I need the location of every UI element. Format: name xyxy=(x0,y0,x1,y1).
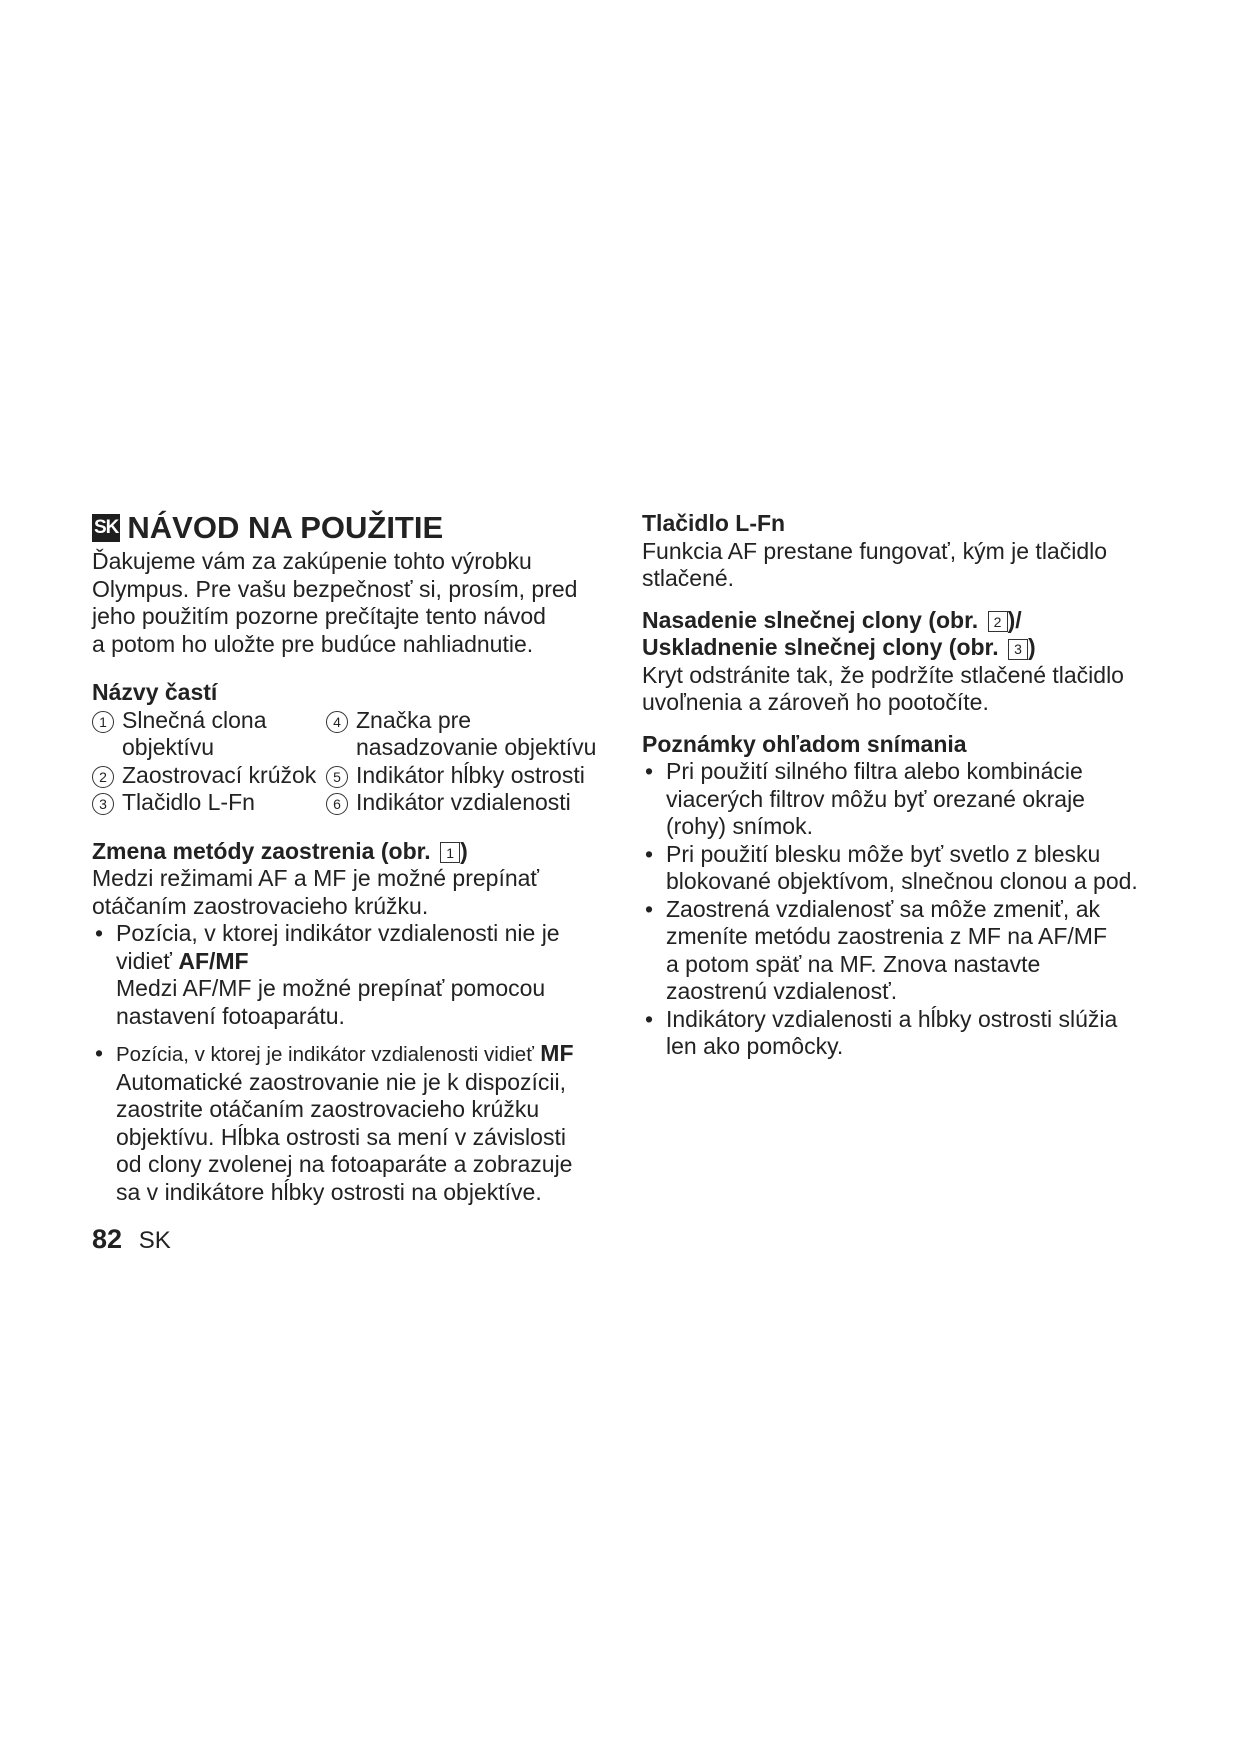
part-item xyxy=(92,707,320,762)
figure-1-icon: 1 xyxy=(440,842,460,863)
part-name: Tlačidlo L-Fn xyxy=(122,789,255,815)
part-name-cont: nasadzovanie objektívu xyxy=(356,734,597,760)
page-number: 82 xyxy=(92,1224,123,1254)
intro-line: a potom ho uložte pre budúce nahliadnutie. xyxy=(92,630,534,657)
list-item: • Indikátory vzdialenosti a hĺbky ostrosti slúžia len ako pomôcky. xyxy=(642,1006,1162,1061)
part-name: Slnečná clona xyxy=(122,706,267,733)
part-name: Zaostrovací krúžok xyxy=(122,761,317,788)
number-5-icon: 5 xyxy=(326,762,356,790)
number-2-icon: 2 xyxy=(92,762,122,790)
list-item: • Pozícia, v ktorej indikátor vzdialenosti nie je vidieť AF/MF Medzi AF/MF je možné prepínať pomocou nastavení fotoaparátu. xyxy=(92,920,632,1030)
part-item xyxy=(92,762,320,790)
number-4-icon: 4 xyxy=(326,707,356,762)
parts-heading: Názvy častí xyxy=(92,679,218,705)
intro-line: Olympus. Pre vašu bezpečnosť si, prosím, pred xyxy=(92,575,578,602)
intro-paragraph xyxy=(92,548,632,658)
part-name: Značka pre xyxy=(356,706,472,733)
list-item: • Pri použití blesku môže byť svetlo z blesku blokované objektívom, slnečnou clonou a pod. xyxy=(642,841,1162,896)
notes-list xyxy=(642,758,1162,1061)
part-item xyxy=(92,789,320,817)
parts-list xyxy=(92,707,632,817)
number-3-icon: 3 xyxy=(92,789,122,817)
page-language: SK xyxy=(138,1227,171,1254)
title-text: NÁVOD NA POUŽITIE xyxy=(127,510,444,545)
hood-paragraph: Kryt odstránite tak, že podržíte stlačené tlačidlo uvoľnenia a zároveň ho pootočíte. xyxy=(642,661,1124,715)
part-item xyxy=(326,789,632,817)
right-column xyxy=(642,510,1162,1061)
lfn-paragraph: Funkcia AF prestane fungovať, kým je tlačidlo stlačené. xyxy=(642,537,1108,591)
number-1-icon: 1 xyxy=(92,707,122,762)
number-6-icon: 6 xyxy=(326,789,356,817)
list-item: • Pri použití silného filtra alebo kombinácie viacerých filtrov môžu byť orezané okraje (rohy) snímok. xyxy=(642,758,1162,841)
figure-2-icon: 2 xyxy=(988,611,1008,632)
focus-paragraph: Medzi režimami AF a MF je možné prepínať otáčaním zaostrovacieho krúžku. xyxy=(92,865,540,919)
notes-heading: Poznámky ohľadom snímania xyxy=(642,730,967,757)
lfn-heading: Tlačidlo L-Fn xyxy=(642,510,786,536)
part-name: Indikátor vzdialenosti xyxy=(356,789,571,815)
focus-bullets xyxy=(92,920,632,1206)
hood-heading: Nasadenie slnečnej clony (obr. 2 )/ Uskladnenie slnečnej clony (obr. 3 ) xyxy=(642,606,1036,660)
list-item: • Zaostrená vzdialenosť sa môže zmeniť, ak zmeníte metódu zaostrenia z MF na AF/MF a potom späť na MF. Znova nastavte zaostrenú vzdialenosť. xyxy=(642,896,1162,1006)
list-item: • Pozícia, v ktorej je indikátor vzdialenosti vidieť MF Automatické zaostrovanie nie je k dispozícii, zaostrite otáčaním zaostrovacieho krúžku objektívu. Hĺbka ostrosti sa mení v závislosti od clony zvolenej na fotoaparáte a zobrazuje sa v indikátore hĺbky ostrosti na objektíve. xyxy=(92,1040,632,1206)
part-item xyxy=(326,762,632,790)
figure-3-icon: 3 xyxy=(1008,639,1028,660)
part-name: Indikátor hĺbky ostrosti xyxy=(356,761,585,788)
language-badge: SK xyxy=(92,514,120,542)
page-title xyxy=(92,510,632,546)
part-item xyxy=(326,707,632,762)
intro-line: Ďakujeme vám za zakúpenie tohto výrobku xyxy=(92,548,532,574)
left-column xyxy=(92,510,632,1206)
page-footer xyxy=(92,1224,171,1256)
intro-line: jeho použitím pozorne prečítajte tento návod xyxy=(92,603,546,629)
part-name-cont: objektívu xyxy=(122,734,215,760)
focus-heading: Zmena metódy zaostrenia (obr. 1 ) xyxy=(92,837,468,864)
